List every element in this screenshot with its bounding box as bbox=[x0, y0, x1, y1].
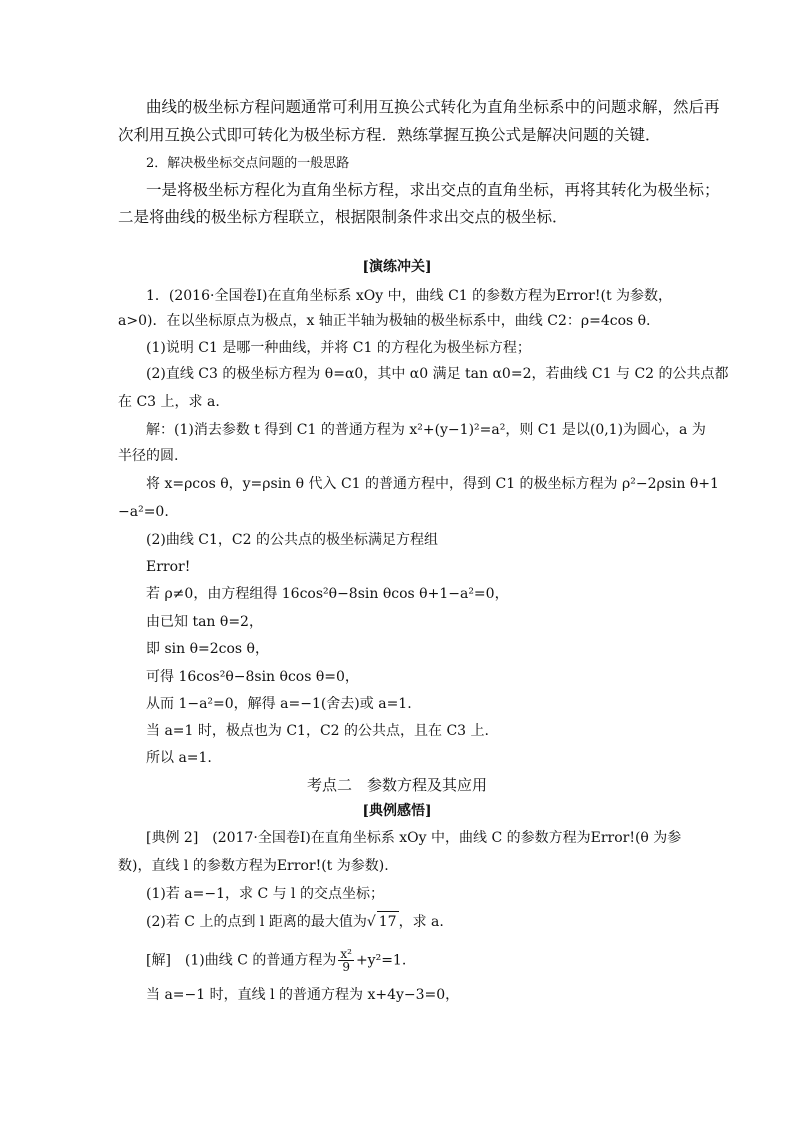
solution-line-11: 从而 1−a²=0，解得 a=−1(舍去)或 a=1. bbox=[146, 696, 412, 712]
solution-line-9: 即 sin θ=2cos θ， bbox=[146, 641, 269, 657]
fraction-numerator: x² bbox=[340, 947, 352, 961]
intro-heading-2: 2．解决极坐标交点问题的一般思路 bbox=[146, 156, 350, 171]
intro-line-2: 次利用互换公式即可转化为极坐标方程．熟练掌握互换公式是解决问题的关键． bbox=[118, 126, 661, 144]
example-part-2-prefix: (2)若 C 上的点到 l 距离的最大值为 bbox=[146, 914, 367, 930]
sqrt-sign: √ bbox=[366, 914, 376, 930]
answer-line-1 bbox=[146, 948, 406, 973]
solution-line-10: 可得 16cos²θ−8sin θcos θ=0， bbox=[146, 669, 359, 685]
fraction bbox=[338, 948, 354, 973]
q1-part-2-line-2: 在 C3 上，求 a. bbox=[118, 394, 220, 410]
fraction-denominator: 9 bbox=[342, 960, 350, 974]
example-line-2: 数)，直线 l 的参数方程为Error!(t 为参数). bbox=[118, 858, 389, 874]
example-part-1: (1)若 a=−1，求 C 与 l 的交点坐标； bbox=[146, 886, 384, 902]
solution-line-1: 解：(1)消去参数 t 得到 C1 的普通方程为 x²+(y−1)²=a²，则 C1 是以(0,1)为圆心，a 为 bbox=[146, 422, 706, 438]
q1-part-2-line-1: (2)直线 C3 的极坐标方程为 θ=α0，其中 α0 满足 tan α0=2，若曲线 C1 与 C2 的公共点都 bbox=[146, 366, 729, 382]
section-2-subtitle: [典例感悟] bbox=[362, 803, 432, 819]
solution-line-2: 半径的圆. bbox=[118, 448, 179, 464]
solution-line-3: 将 x=ρcos θ，y=ρsin θ 代入 C1 的普通方程中，得到 C1 的极坐标方程为 ρ²−2ρsin θ+1 bbox=[146, 476, 719, 492]
solution-line-5: (2)曲线 C1，C2 的公共点的极坐标满足方程组 bbox=[146, 532, 438, 548]
solution-line-8: 由已知 tan θ=2， bbox=[146, 614, 263, 630]
intro-line-4: 二是将曲线的极坐标方程联立，根据限制条件求出交点的极坐标． bbox=[118, 208, 568, 226]
intro-line-3: 一是将极坐标方程化为直角坐标方程，求出交点的直角坐标，再将其转化为极坐标； bbox=[146, 181, 720, 199]
solution-line-13: 所以 a=1. bbox=[146, 750, 212, 766]
solution-line-7: 若 ρ≠0，由方程组得 16cos²θ−8sin θcos θ+1−a²=0， bbox=[146, 586, 509, 602]
intro-line-1: 曲线的极坐标方程问题通常可利用互换公式转化为直角坐标系中的问题求解，然后再 bbox=[146, 98, 720, 116]
sqrt-radicand: 17 bbox=[377, 911, 399, 932]
q1-line-1: 1．(2016·全国卷Ⅰ)在直角坐标系 xOy 中，曲线 C1 的参数方程为Error!(t 为参数， bbox=[146, 288, 673, 304]
q1-line-2: a>0)．在以坐标原点为极点，x 轴正半轴为极轴的极坐标系中，曲线 C2：ρ=4cos θ. bbox=[118, 313, 651, 329]
solution-line-4: −a²=0. bbox=[118, 504, 169, 520]
answer-line-2: 当 a=−1 时，直线 l 的普通方程为 x+4y−3=0， bbox=[146, 987, 460, 1003]
example-part-2-suffix: ，求 a. bbox=[398, 914, 444, 930]
answer-suffix: +y²=1. bbox=[355, 952, 407, 969]
solution-line-6: Error! bbox=[146, 559, 191, 575]
q1-part-1: (1)说明 C1 是哪一种曲线，并将 C1 的方程化为极坐标方程； bbox=[146, 340, 531, 356]
example-part-2 bbox=[146, 911, 444, 932]
practice-title: [演练冲关] bbox=[362, 259, 432, 275]
section-2-title: 考点二 参数方程及其应用 bbox=[306, 776, 487, 794]
example-line-1: [典例 2] (2017·全国卷Ⅰ)在直角坐标系 xOy 中，曲线 C 的参数方程为Error!(θ 为参 bbox=[146, 830, 682, 846]
answer-prefix: [解] (1)曲线 C 的普通方程为 bbox=[146, 952, 337, 969]
solution-line-12: 当 a=1 时，极点也为 C1，C2 的公共点，且在 C3 上. bbox=[146, 723, 489, 739]
